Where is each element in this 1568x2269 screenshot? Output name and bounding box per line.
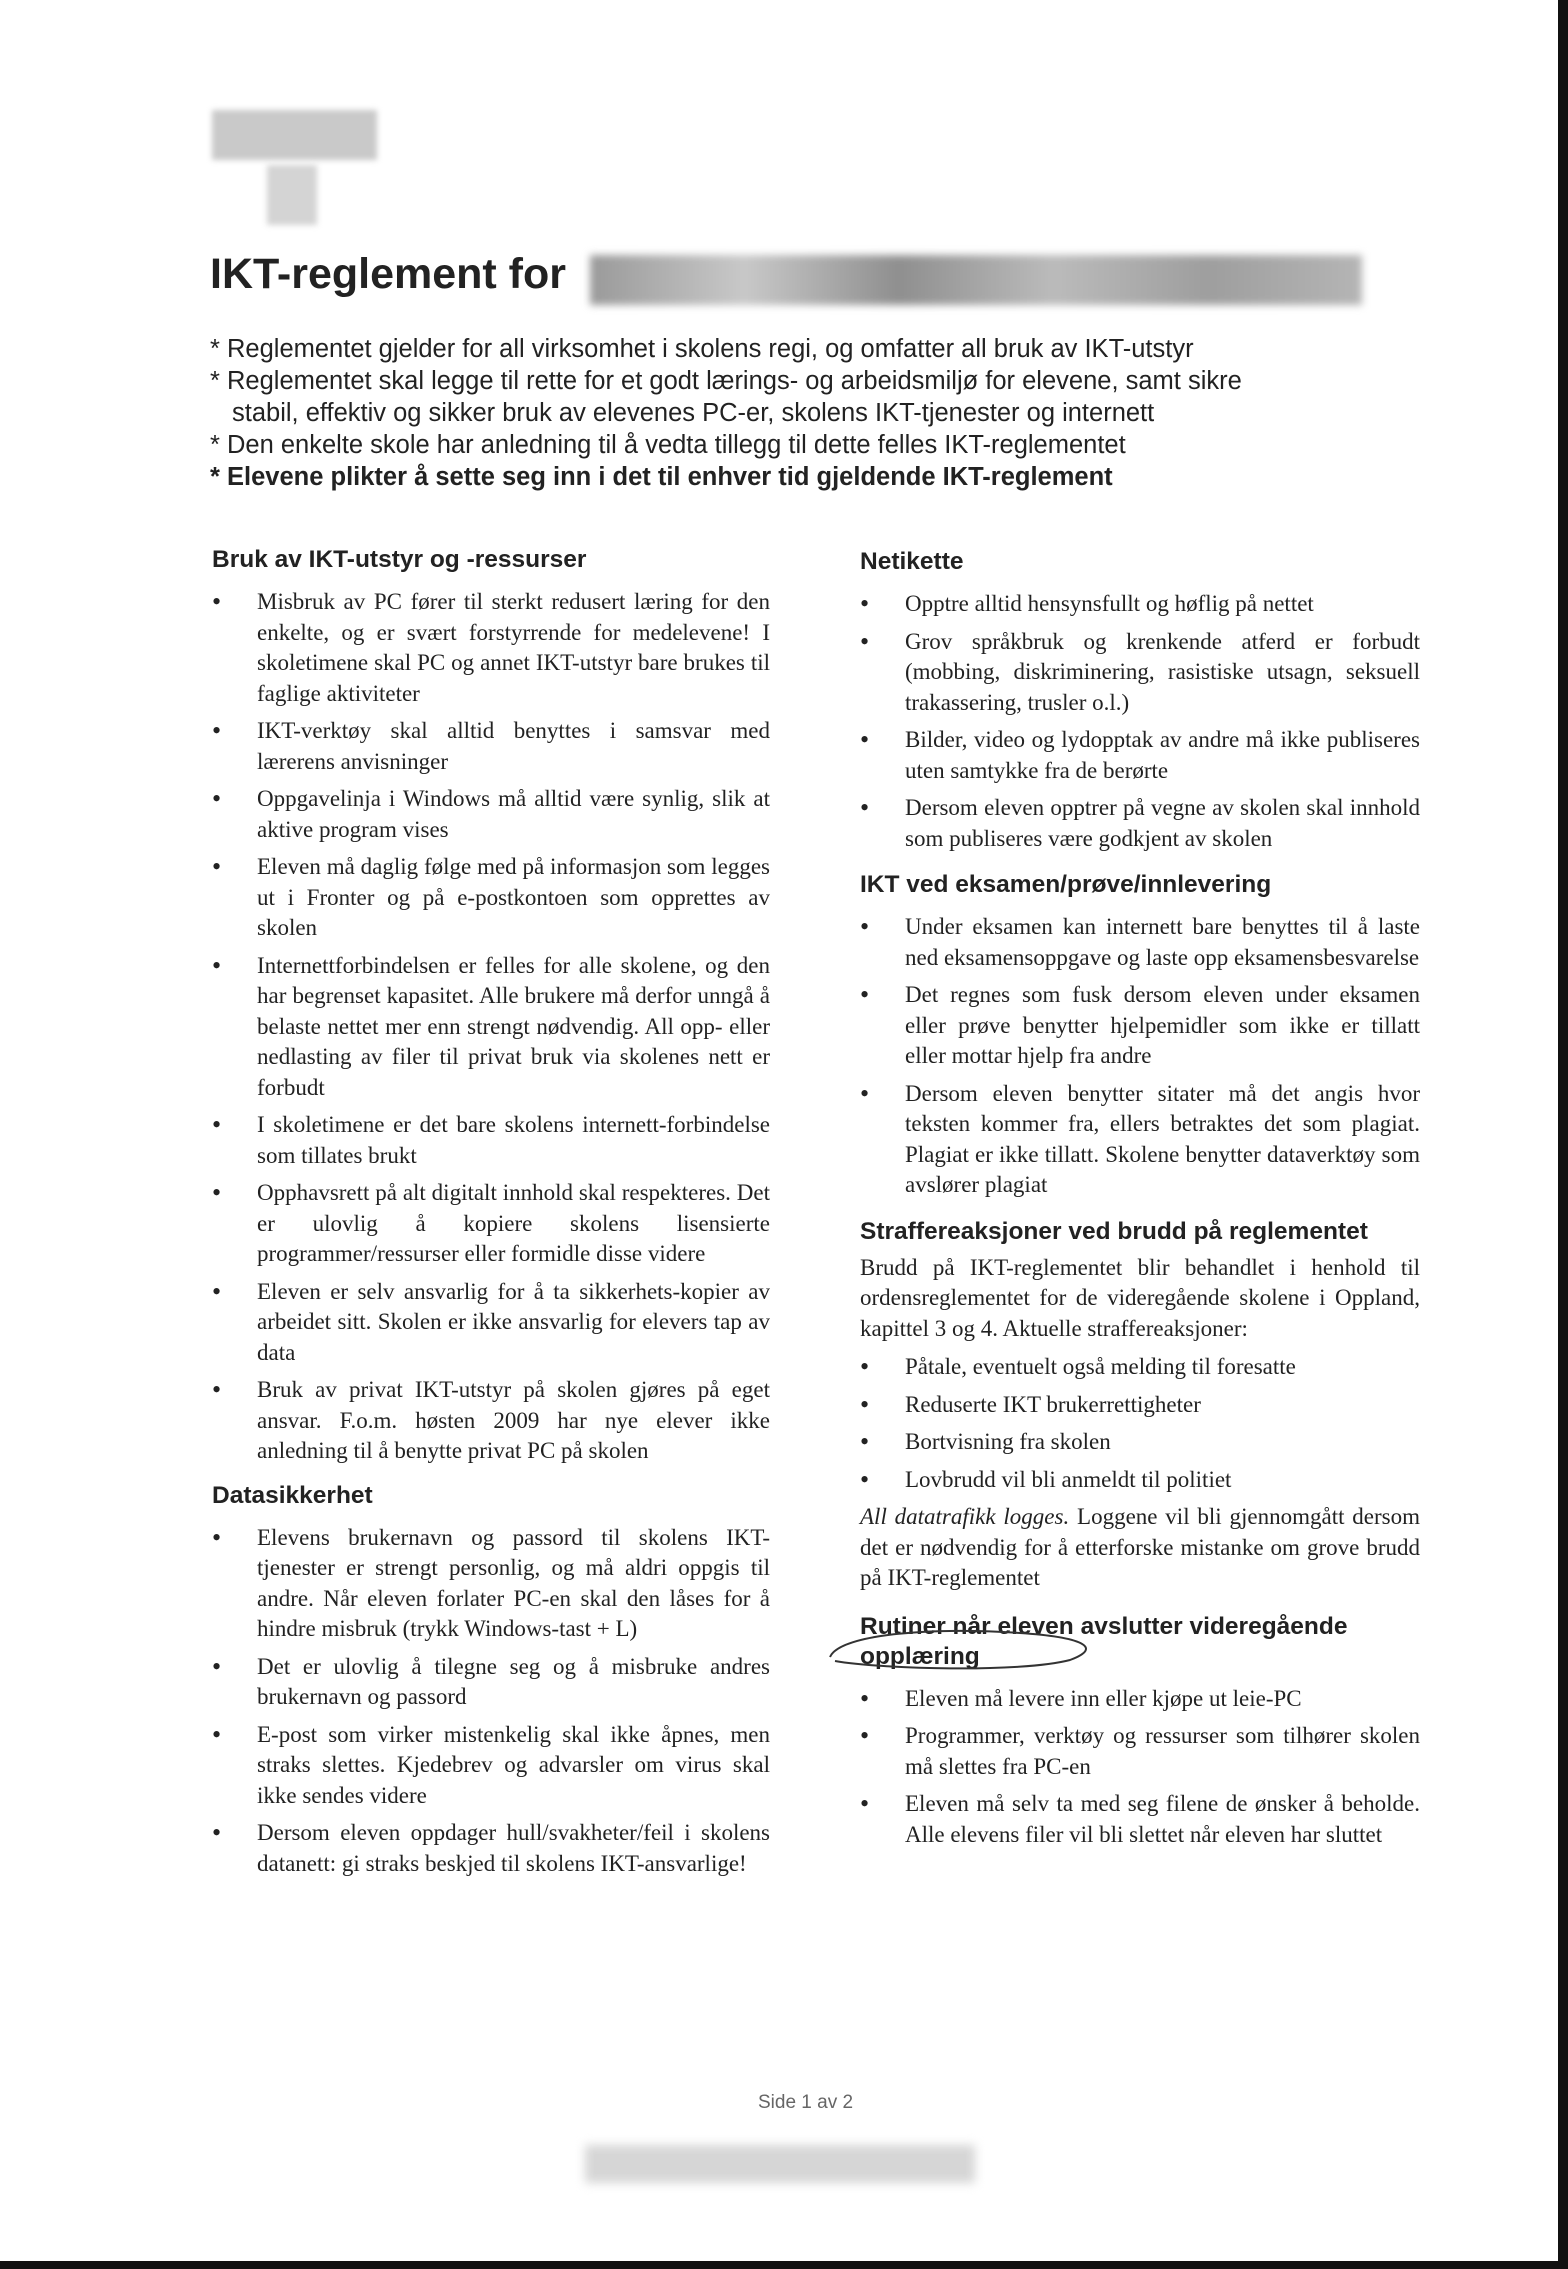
list-item: • Oppgavelinja i Windows må alltid være synlig, slik at aktive program vises xyxy=(212,784,770,845)
intro-line-bold: * Elevene plikter å sette seg inn i det til enhver tid gjeldende IKT-reglement xyxy=(210,463,1113,491)
list-item: • Programmer, verktøy og ressurser som tilhører skolen må slettes fra PC-en xyxy=(860,1721,1420,1782)
scan-edge-right xyxy=(1558,0,1568,2269)
list-item: • Opptre alltid hensynsfullt og høflig på nettet xyxy=(860,589,1420,620)
intro-line: * Den enkelte skole har anledning til å vedta tillegg til dette felles IKT-reglementet xyxy=(210,431,1126,459)
list-item: • Reduserte IKT brukerrettigheter xyxy=(860,1390,1420,1421)
intro-line: stabil, effektiv og sikker bruk av elevenes PC-er, skolens IKT-tjenester og internett xyxy=(232,399,1155,427)
right-column xyxy=(860,547,1420,1857)
list-item: • Det er ulovlig å tilegne seg og å misbruke andres brukernavn og passord xyxy=(212,1652,770,1713)
list-item: • Grov språkbruk og krenkende atferd er forbudt (mobbing, diskriminering, rasistiske utsagn, seksuell trakassering, trusler o.l.) xyxy=(860,627,1420,719)
logging-italic: All datatrafikk logges. xyxy=(860,1504,1070,1529)
list-item: • Bruk av privat IKT-utstyr på skolen gjøres på eget ansvar. F.o.m. høsten 2009 har nye elever ikke anledning til å benytte privat PC på skolen xyxy=(212,1375,770,1467)
section-heading: IKT ved eksamen/prøve/innlevering xyxy=(860,871,1272,898)
list-item: • Dersom eleven benytter sitater må det angis hvor teksten kommer fra, ellers betraktes det som plagiat. Plagiat er ikke tillatt. Skolene benytter dataverktøy som avslører plagiat xyxy=(860,1079,1420,1201)
list-item: • E-post som virker mistenkelig skal ikke åpnes, men straks slettes. Kjedebrev og advarsler om virus skal ikke sendes videre xyxy=(212,1720,770,1812)
bullet-list xyxy=(860,912,1420,1201)
list-item: • Dersom eleven oppdager hull/svakheter/feil i skolens datanett: gi straks beskjed til skolens IKT-ansvarlige! xyxy=(212,1818,770,1879)
page-number: Side 1 av 2 xyxy=(758,2092,854,2113)
redacted-logo xyxy=(212,110,377,228)
list-item: • Bortvisning fra skolen xyxy=(860,1427,1420,1458)
list-item: • Elevens brukernavn og passord til skolens IKT-tjenester er strengt personlig, og må aldri oppgis til andre. Når eleven forlater PC-en skal den låses for å hindre misbruk (trykk Windows-tast + L) xyxy=(212,1523,770,1645)
list-item: • Det regnes som fusk dersom eleven under eksamen eller prøve benytter hjelpemidler som ikke er tillatt eller mottar hjelp fra andre xyxy=(860,980,1420,1072)
bullet-list xyxy=(860,1352,1420,1495)
logging-rest: Loggene vil bli gjennomgått dersom det er nødvendig for å etterforske mistanke om grove brudd på IKT-reglementet xyxy=(860,1504,1421,1590)
intro-line: * Reglementet gjelder for all virksomhet i skolens regi, og omfatter all bruk av IKT-utstyr xyxy=(210,335,1194,363)
list-item: • Eleven må selv ta med seg filene de ønsker å beholde. Alle elevens filer vil bli slettet når eleven har sluttet xyxy=(860,1789,1420,1850)
section-heading: Straffereaksjoner ved brudd på reglementet xyxy=(860,1217,1368,1245)
intro-line: * Reglementet skal legge til rette for et godt lærings- og arbeidsmiljø for elevene, samt sikre xyxy=(210,367,1242,395)
scan-edge-bottom xyxy=(0,2261,1568,2269)
section-heading: Datasikkerhet xyxy=(212,1481,373,1509)
section-heading: Netikette xyxy=(860,548,964,575)
section-heading: Bruk av IKT-utstyr og -ressurser xyxy=(212,546,587,573)
left-column xyxy=(212,545,770,1886)
redacted-footer xyxy=(585,2145,975,2183)
list-item: • Bilder, video og lydopptak av andre må ikke publiseres uten samtykke fra de berørte xyxy=(860,725,1420,786)
paragraph-logging xyxy=(860,1502,1420,1594)
list-item: • Eleven må daglig følge med på informasjon som legges ut i Fronter og på e-postkontoen som opprettes av skolen xyxy=(212,852,770,944)
list-item: • Eleven må levere inn eller kjøpe ut leie-PC xyxy=(860,1684,1420,1715)
bullet-list xyxy=(212,587,770,1467)
intro-block xyxy=(210,333,1440,493)
list-item: • Dersom eleven opptrer på vegne av skolen skal innhold som publiseres være godkjent av skolen xyxy=(860,793,1420,854)
list-item: • I skoletimene er det bare skolens internett-forbindelse som tillates brukt xyxy=(212,1110,770,1171)
list-item: • IKT-verktøy skal alltid benyttes i samsvar med lærerens anvisninger xyxy=(212,716,770,777)
list-item: • Misbruk av PC fører til sterkt redusert læring for den enkelte, og er svært forstyrrende for medelevene! I skoletimene skal PC og annet IKT-utstyr bare brukes til faglige aktiviteter xyxy=(212,587,770,709)
list-item: • Opphavsrett på alt digitalt innhold skal respekteres. Det er ulovlig å kopiere skolens lisensierte programmer/ressurser eller formidle disse videre xyxy=(212,1178,770,1270)
page-title: IKT-reglement for xyxy=(210,250,566,298)
section-heading: Rutiner når eleven avslutter videregående opplæring xyxy=(860,1612,1348,1670)
list-item: • Lovbrudd vil bli anmeldt til politiet xyxy=(860,1465,1420,1496)
bullet-list xyxy=(860,1684,1420,1851)
redacted-school-name xyxy=(590,255,1362,305)
list-item: • Påtale, eventuelt også melding til foresatte xyxy=(860,1352,1420,1383)
bullet-list xyxy=(212,1523,770,1880)
list-item: • Internettforbindelsen er felles for alle skolene, og den har begrenset kapasitet. Alle brukere må derfor unngå å belaste nettet mer enn strengt nødvendig. All opp- eller nedlasting av filer til privat bruk via skolenes nett er forbudt xyxy=(212,951,770,1104)
list-item: • Under eksamen kan internett bare benyttes til å laste ned eksamensoppgave og laste opp eksamensbesvarelse xyxy=(860,912,1420,973)
paragraph: Brudd på IKT-reglementet blir behandlet i henhold til ordensreglementet for de videregående skolene i Oppland, kapittel 3 og 4. Aktuelle straffereaksjoner: xyxy=(860,1254,1420,1341)
list-item: • Eleven er selv ansvarlig for å ta sikkerhets-kopier av arbeidet sitt. Skolen er ikke ansvarlig for elevers tap av data xyxy=(212,1277,770,1369)
bullet-list xyxy=(860,589,1420,854)
